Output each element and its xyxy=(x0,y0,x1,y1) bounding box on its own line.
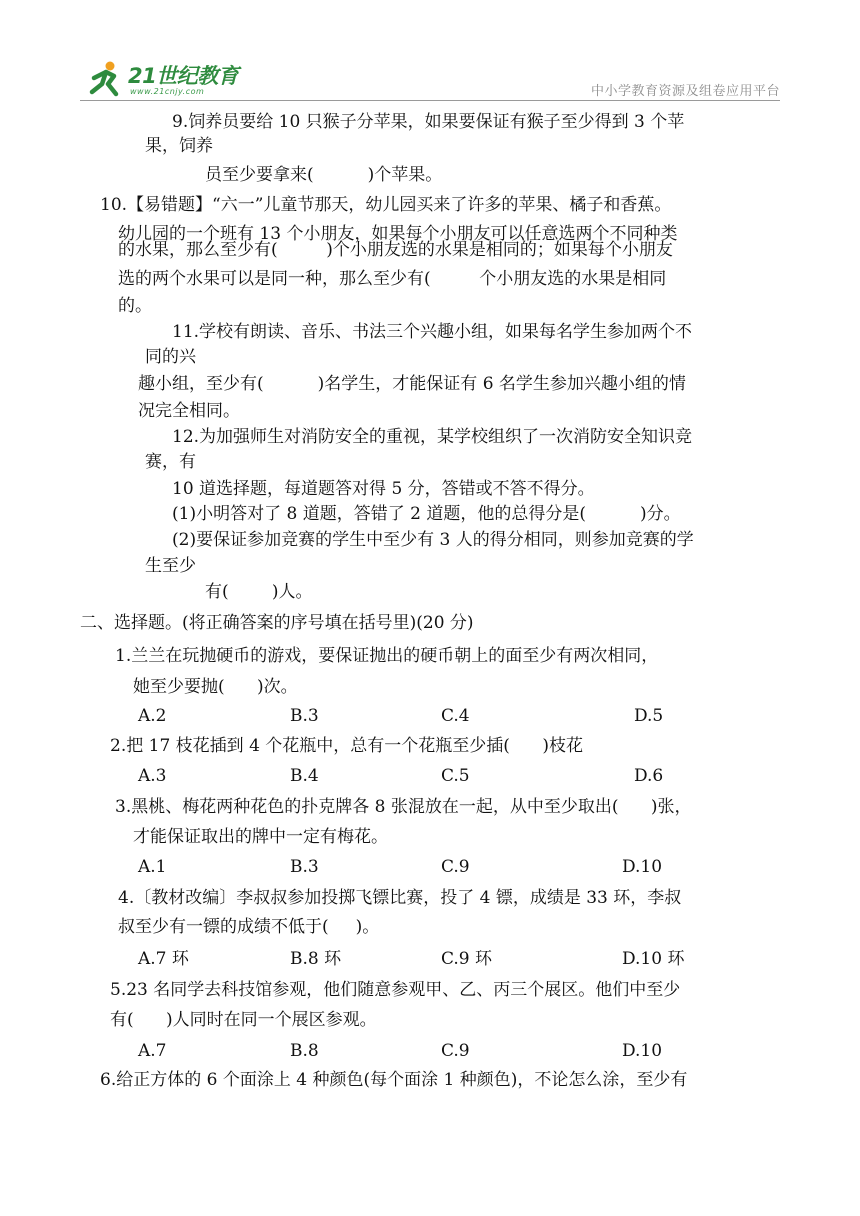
choice3-option-b: B.3 xyxy=(290,857,319,877)
q9-line-3: 员至少要拿来( )个苹果。 xyxy=(205,165,443,185)
q11-line-1: 11.学校有朗读、音乐、书法三个兴趣小组，如果每名学生参加两个不 xyxy=(172,322,693,342)
q10-line-5: 的。 xyxy=(118,296,152,316)
header-divider xyxy=(80,100,780,101)
choice1-line-1: 1.兰兰在玩抛硬币的游戏，要保证抛出的硬币朝上的面至少有两次相同， xyxy=(115,646,659,666)
q10-line-3: 的水果，那么至少有( )个小朋友选的水果是相同的；如果每个小朋友 xyxy=(118,240,673,260)
choice5-line-2: 有( )人同时在同一个展区参观。 xyxy=(110,1010,377,1030)
choice5-option-a: A.7 xyxy=(138,1041,167,1061)
choice1-option-b: B.3 xyxy=(290,706,319,726)
choice4-option-c: C.9 环 xyxy=(441,949,493,969)
choice2-option-d: D.6 xyxy=(634,766,664,786)
logo-text: 21世纪教育 xyxy=(128,64,239,88)
choice3-line-1: 3.黑桃、梅花两种花色的扑克牌各 8 张混放在一起，从中至少取出( )张， xyxy=(115,797,692,817)
section2-title: 二、选择题。(将正确答案的序号填在括号里)(20 分) xyxy=(80,613,474,633)
q10-line-2: 幼儿园的一个班有 13 个小朋友，如果每个小朋友可以任意选两个不同种类 xyxy=(118,224,678,244)
q11-line-3: 趣小组，至少有( )名学生，才能保证有 6 名学生参加兴趣小组的情 xyxy=(138,374,686,394)
choice2-option-a: A.3 xyxy=(138,766,167,786)
q9-line-2: 果，饲养 xyxy=(145,136,213,156)
q11-line-2: 同的兴 xyxy=(145,347,196,367)
q12-line-5: (2)要保证参加竞赛的学生中至少有 3 人的得分相同，则参加竞赛的学 xyxy=(172,530,694,550)
choice1-line-2: 她至少要抛( )次。 xyxy=(133,677,298,697)
choice4-line-2: 叔至少有一镖的成绩不低于( )。 xyxy=(118,917,380,937)
choice1-option-a: A.2 xyxy=(138,706,167,726)
choice5-option-d: D.10 xyxy=(622,1041,663,1061)
q12-line-1: 12.为加强师生对消防安全的重视，某学校组织了一次消防安全知识竞 xyxy=(172,427,693,447)
runner-logo-icon xyxy=(84,58,128,102)
choice6-line-1: 6.给正方体的 6 个面涂上 4 种颜色(每个面涂 1 种颜色)，不论怎么涂，至少有 xyxy=(100,1070,688,1090)
choice3-option-d: D.10 xyxy=(622,857,663,877)
q11-line-4: 况完全相同。 xyxy=(138,401,240,421)
choice3-line-2: 才能保证取出的牌中一定有梅花。 xyxy=(133,827,388,847)
q12-line-4: (1)小明答对了 8 道题，答错了 2 道题，他的总得分是( )分。 xyxy=(172,504,681,524)
choice4-option-b: B.8 环 xyxy=(290,949,342,969)
choice4-line-1: 4.〔教材改编〕李叔叔参加投掷飞镖比赛，投了 4 镖，成绩是 33 环，李叔 xyxy=(118,888,682,908)
logo-url: www.21cnjy.com xyxy=(130,87,205,96)
q12-line-3: 10 道选择题，每道题答对得 5 分，答错或不答不得分。 xyxy=(172,479,595,499)
q10-line-1: 10.【易错题】“六一”儿童节那天，幼儿园买来了许多的苹果、橘子和香蕉。 xyxy=(100,195,672,215)
q12-line-2: 赛，有 xyxy=(145,452,196,472)
q9-line-1: 9.饲养员要给 10 只猴子分苹果，如果要保证有猴子至少得到 3 个苹 xyxy=(172,112,685,132)
platform-name: 中小学教育资源及组卷应用平台 xyxy=(590,84,780,99)
choice1-option-c: C.4 xyxy=(441,706,470,726)
choice1-option-d: D.5 xyxy=(634,706,664,726)
choice5-option-b: B.8 xyxy=(290,1041,319,1061)
logo xyxy=(84,58,274,102)
choice2-line-1: 2.把 17 枝花插到 4 个花瓶中，总有一个花瓶至少插( )枝花 xyxy=(110,736,583,756)
choice2-option-b: B.4 xyxy=(290,766,319,786)
q10-line-4: 选的两个水果可以是同一种，那么至少有( 个小朋友选的水果是相同 xyxy=(118,269,667,289)
choice5-line-1: 5.23 名同学去科技馆参观，他们随意参观甲、乙、丙三个展区。他们中至少 xyxy=(110,980,681,1000)
choice3-option-c: C.9 xyxy=(441,857,470,877)
choice4-option-d: D.10 环 xyxy=(622,949,685,969)
choice4-option-a: A.7 环 xyxy=(138,949,189,969)
choice2-option-c: C.5 xyxy=(441,766,470,786)
page-header xyxy=(80,50,780,106)
q12-line-7: 有( )人。 xyxy=(205,582,313,602)
q12-line-6: 生至少 xyxy=(145,556,196,576)
choice5-option-c: C.9 xyxy=(441,1041,470,1061)
choice3-option-a: A.1 xyxy=(138,857,167,877)
